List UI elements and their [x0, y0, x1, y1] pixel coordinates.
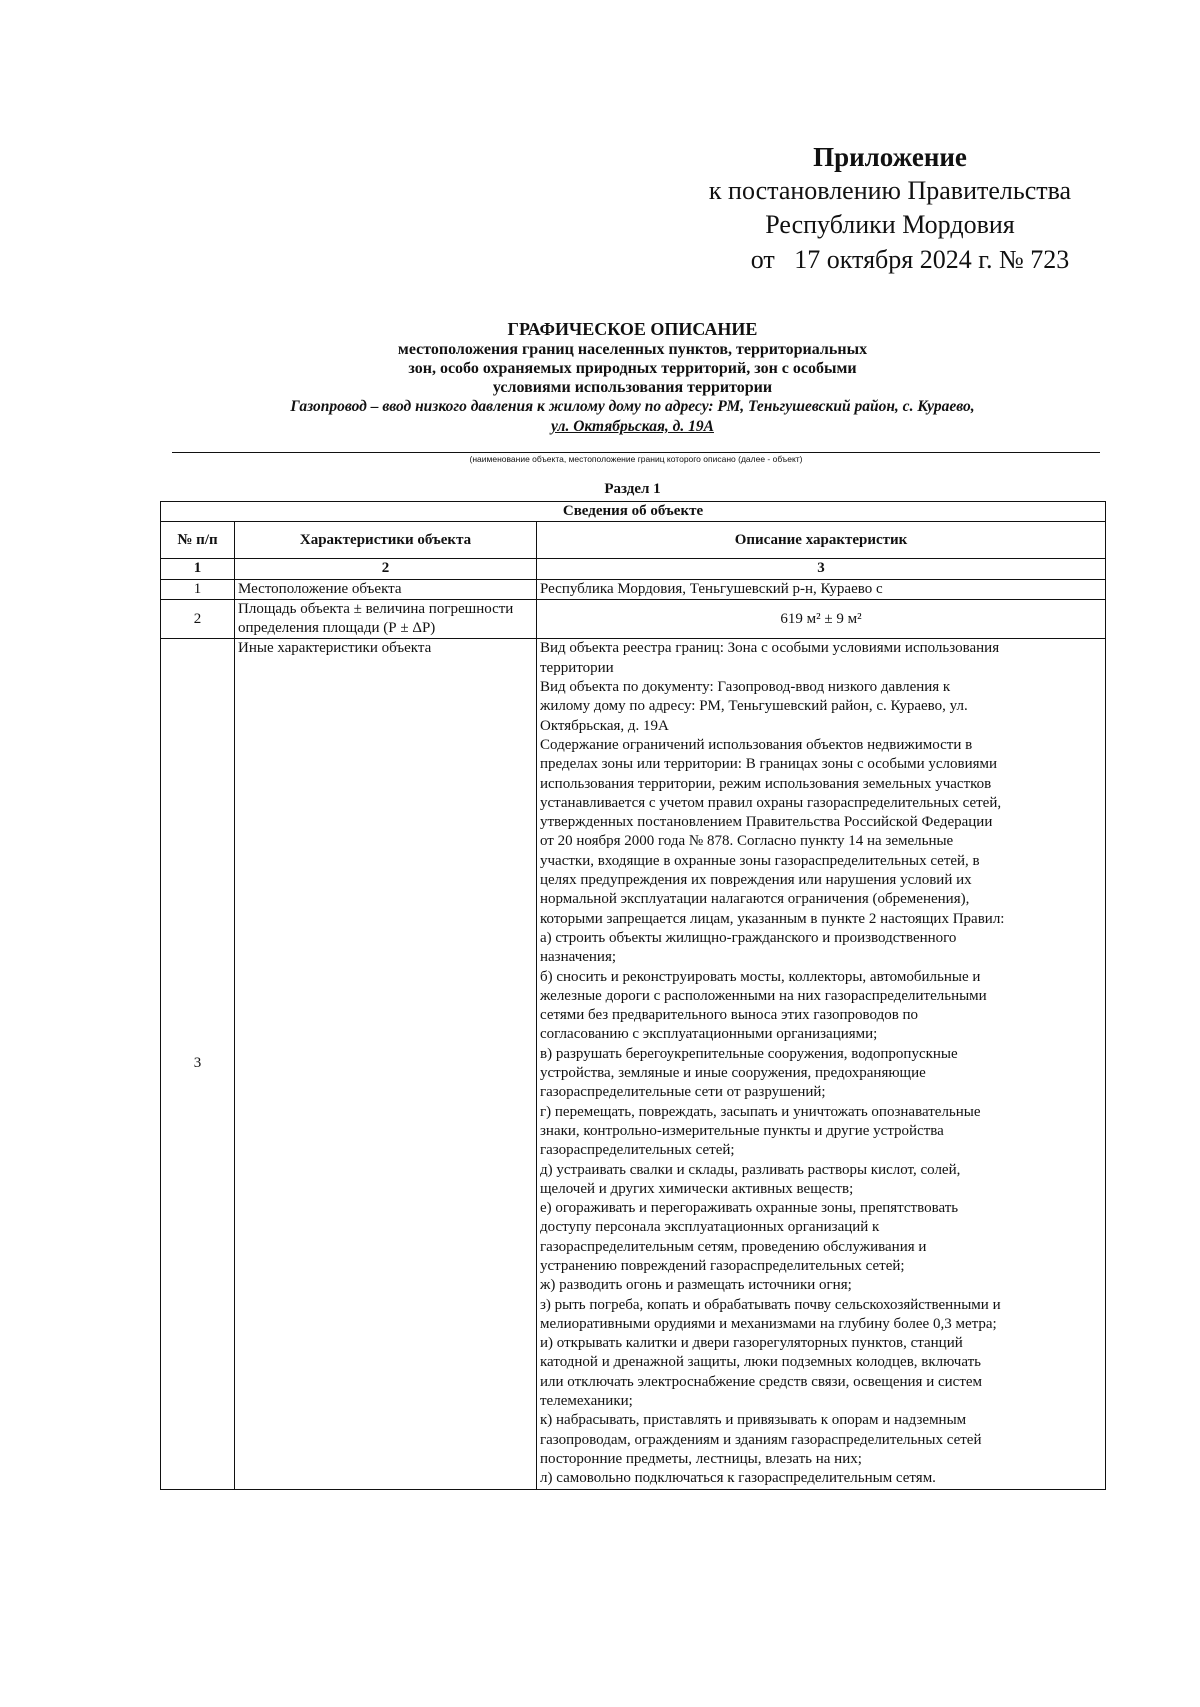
- description-line: л) самовольно подключаться к газораспределительным сетям.: [540, 1470, 936, 1487]
- description-line: щелочей и других химически активных веществ;: [540, 1180, 854, 1197]
- appendix-line-2: Республики Мордовия: [765, 210, 1015, 239]
- description-line: б) сносить и реконструировать мосты, коллекторы, автомобильные и: [540, 968, 981, 985]
- description-line: или отключать электроснабжение средств связи, освещения и систем: [540, 1373, 983, 1390]
- section-title: Раздел 1: [604, 481, 661, 497]
- description-line: к) набрасывать, приставлять и привязывать к опорам и надземным: [540, 1412, 967, 1429]
- description-line: устранению повреждений газораспределительных сетей;: [540, 1257, 905, 1274]
- appendix-date: от 17 октября 2024 г. № 723: [750, 245, 1070, 274]
- description-line: Вид объекта по документу: Газопровод-ввод низкого давления к: [540, 679, 951, 696]
- description-line: участки, входящие в охранные зоны газораспределительных сетей, в: [540, 852, 980, 869]
- object-name-line-1: Газопровод – ввод низкого давления к жилому дому по адресу: РМ, Теньгушевский район, с. Кураево,: [290, 398, 975, 415]
- description-line: телемеханики;: [540, 1393, 633, 1410]
- object-caption: (наименование объекта, местоположение границ которого описано (далее - объект): [469, 454, 803, 464]
- row-characteristic: Местоположение объекта: [235, 579, 537, 599]
- header-description: Описание характеристик: [537, 522, 1106, 559]
- description-line: сетями без предварительного выноса этих газопроводов по: [540, 1007, 919, 1024]
- description-line: мелиоративными орудиями и механизмами на глубину более 0,3 метра;: [540, 1315, 997, 1332]
- description-line: газораспределительных сетей;: [540, 1142, 735, 1159]
- appendix-block: [670, 140, 1110, 278]
- description-line: нормальной эксплуатации налагаются ограничения (обременения),: [540, 891, 970, 908]
- header-number: № п/п: [161, 522, 235, 559]
- description-line: газораспределительные сети от разрушений;: [540, 1084, 826, 1101]
- description-line: железные дороги с расположенными на них газораспределительными: [540, 987, 987, 1004]
- table-header-row: [161, 522, 1106, 559]
- document-subtitle-3: условиями использования территории: [492, 379, 773, 396]
- description-line: а) строить объекты жилищно-гражданского и производственного: [540, 929, 957, 946]
- description-line: территории: [540, 659, 614, 676]
- row-number: 2: [161, 599, 235, 639]
- description-line: и) открывать калитки и двери газорегуляторных пунктов, станций: [540, 1335, 963, 1352]
- description-line: устройства, земляные и иные сооружения, предохраняющие: [540, 1065, 926, 1082]
- description-line: Октябрьская, д. 19А: [540, 717, 669, 734]
- table-row: [161, 579, 1106, 599]
- appendix-title: Приложение: [813, 142, 967, 172]
- object-info-table: [160, 501, 1106, 1490]
- row-description: Республика Мордовия, Теньгушевский р-н, Кураево с: [537, 579, 1106, 599]
- row-description: 619 м² ± 9 м²: [537, 599, 1106, 639]
- description-line: от 20 ноября 2000 года № 878. Согласно пункту 14 на земельные: [540, 833, 954, 850]
- header-characteristic: Характеристики объекта: [235, 522, 537, 559]
- appendix-line-1: к постановлению Правительства: [708, 176, 1072, 205]
- document-title: ГРАФИЧЕСКОЕ ОПИСАНИЕ: [507, 319, 758, 339]
- description-line: посторонние предметы, лестницы, влезать на них;: [540, 1450, 862, 1467]
- row-number: 1: [161, 579, 235, 599]
- object-name-underline: [172, 452, 1100, 453]
- table-title-row: [161, 502, 1106, 522]
- description-line: которыми запрещается лицам, указанным в пункте 2 настоящих Правил:: [540, 910, 1005, 927]
- description-line: газопроводам, ограждениям и зданиям газораспределительных сетей: [540, 1431, 982, 1448]
- document-subtitle-2: зон, особо охраняемых природных территорий, зон с особыми: [408, 360, 857, 377]
- description-line: пределах зоны или территории: В границах зоны с особыми условиями: [540, 756, 998, 773]
- document-heading: [160, 318, 1105, 437]
- column-number-1: 1: [161, 559, 235, 579]
- description-line: д) устраивать свалки и склады, разливать растворы кислот, солей,: [540, 1161, 961, 1178]
- description-line: з) рыть погреба, копать и обрабатывать почву сельскохозяйственными и: [540, 1296, 1001, 1313]
- table-title: Сведения об объекте: [161, 502, 1106, 522]
- description-line: знаки, контрольно-измерительные пункты и другие устройства: [540, 1122, 944, 1139]
- description-line: использования территории, режим использования земельных участков: [540, 775, 992, 792]
- description-line: устанавливается с учетом правил охраны газораспределительных сетей,: [540, 794, 1002, 811]
- description-line: в) разрушать берегоукрепительные сооружения, водопропускные: [540, 1045, 958, 1062]
- row-number: 3: [161, 639, 235, 1489]
- document-subtitle-1: местоположения границ населенных пунктов, территориальных: [397, 341, 868, 358]
- description-line: Вид объекта реестра границ: Зона с особыми условиями использования: [540, 640, 1000, 657]
- description-line: г) перемещать, повреждать, засыпать и уничтожать опознавательные: [540, 1103, 981, 1120]
- description-line: е) огораживать и перегораживать охранные зоны, препятствовать: [540, 1200, 959, 1217]
- description-line: ж) разводить огонь и размещать источники огня;: [540, 1277, 852, 1294]
- row-characteristic: Иные характеристики объекта: [235, 639, 537, 1489]
- row-description: [537, 639, 1106, 1489]
- description-line: катодной и дренажной защиты, люки подземных колодцев, включать: [540, 1354, 981, 1371]
- description-line: доступу персонала эксплуатационных организаций к: [540, 1219, 880, 1236]
- table-row: [161, 639, 1106, 1489]
- object-name-line-2: ул. Октябрьская, д. 19А: [551, 418, 714, 435]
- description-line: целях предупреждения их повреждения или нарушения условий их: [540, 872, 972, 889]
- column-number-3: 3: [537, 559, 1106, 579]
- row-characteristic: Площадь объекта ± величина погрешности определения площади (Р ± ΔР): [235, 599, 537, 639]
- description-line: согласованию с эксплуатационными организациями;: [540, 1026, 878, 1043]
- column-number-row: [161, 559, 1106, 579]
- column-number-2: 2: [235, 559, 537, 579]
- description-line: жилому дому по адресу: РМ, Теньгушевский район, с. Кураево, ул.: [540, 698, 968, 715]
- description-line: газораспределительным сетям, проведению обслуживания и: [540, 1238, 927, 1255]
- description-line: утвержденных постановлением Правительства Российской Федерации: [540, 814, 993, 831]
- table-row: [161, 599, 1106, 639]
- description-line: назначения;: [540, 949, 617, 966]
- description-line: Содержание ограничений использования объектов недвижимости в: [540, 736, 973, 753]
